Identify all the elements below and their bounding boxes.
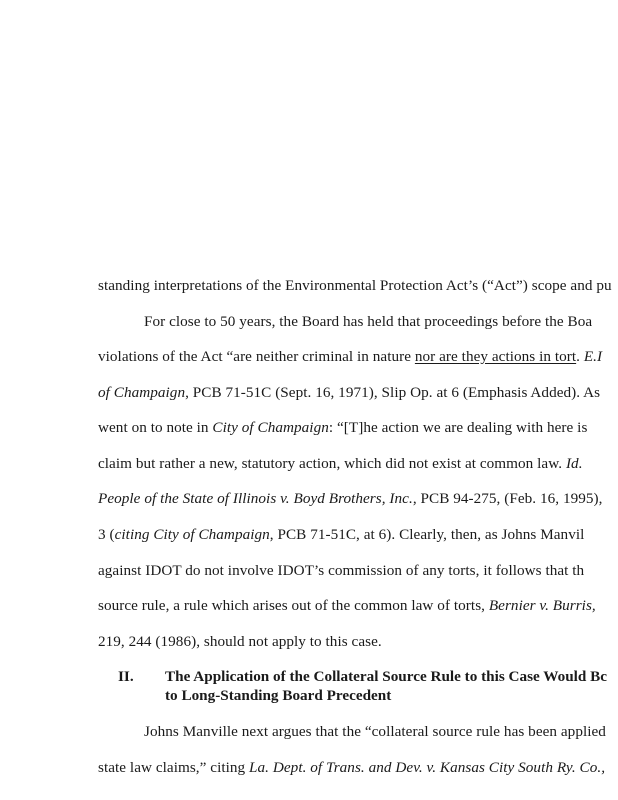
line-text: : “[T]he action we are dealing with here is [328, 419, 588, 436]
case-citation-italic: Id. [565, 455, 583, 472]
section-heading-line-2: to Long-Standing Board Precedent [165, 687, 392, 704]
case-citation-italic: citing City of Champaign [114, 526, 270, 543]
case-citation-italic: City of Champaign [212, 419, 329, 436]
line-text: , PCB 94-275, (Feb. 16, 1995), [412, 490, 603, 507]
line-text: 3 ( [98, 526, 115, 543]
line-text: . [576, 348, 584, 365]
line-text: violations of the Act “are neither criminal in nature [98, 348, 415, 365]
section-number: II. [118, 668, 134, 685]
line-text: , PCB 71-51C (Sept. 16, 1971), Slip Op. at 6 (Emphasis Added). As [185, 384, 601, 401]
paragraph-line-6 [98, 455, 583, 473]
line-text: state law claims,” citing [98, 759, 250, 776]
case-citation-italic: of Champaign [98, 384, 186, 401]
paragraph-line-12 [144, 723, 606, 741]
line-text: 219, 244 (1986), should not apply to this case. [98, 633, 382, 650]
line-text: , PCB 71-51C, at 6). Clearly, then, as Johns Manvil [269, 526, 585, 543]
line-text: against IDOT do not involve IDOT’s commission of any torts, it follows that th [98, 562, 585, 579]
line-text: Johns Manville next argues that the “collateral source rule has been applied [144, 723, 606, 740]
case-citation-italic: La. Dept. of Trans. and Dev. v. Kansas City South Ry. Co., [249, 759, 606, 776]
paragraph-line-11 [98, 633, 382, 651]
case-citation-italic: E.I [583, 348, 603, 365]
paragraph-line-7 [98, 490, 603, 508]
line-text: claim but rather a new, statutory action, which did not exist at common law. [98, 455, 566, 472]
paragraph-line-3 [98, 348, 602, 366]
paragraph-line-2 [144, 313, 592, 331]
paragraph-line-9 [98, 562, 584, 580]
line-text: went on to note in [98, 419, 213, 436]
case-citation-italic: Bernier v. Burris, [488, 597, 596, 614]
section-heading-line-1: The Application of the Collateral Source Rule to this Case Would Bc [165, 668, 608, 685]
line-text: source rule, a rule which arises out of the common law of torts, [98, 597, 489, 614]
paragraph-line-5 [98, 419, 587, 437]
paragraph-line-4 [98, 384, 600, 402]
case-citation-italic: People of the State of Illinois v. Boyd Brothers, Inc. [98, 490, 413, 507]
paragraph-line-1 [98, 277, 612, 295]
line-text: standing interpretations of the Environmental Protection Act’s (“Act”) scope and pu [98, 277, 612, 294]
paragraph-line-10 [98, 597, 596, 615]
underlined-emphasis: nor are they actions in tort [414, 348, 577, 365]
paragraph-line-13 [98, 759, 605, 777]
paragraph-line-8 [98, 526, 584, 544]
line-text: For close to 50 years, the Board has held that proceedings before the Boa [144, 313, 593, 330]
